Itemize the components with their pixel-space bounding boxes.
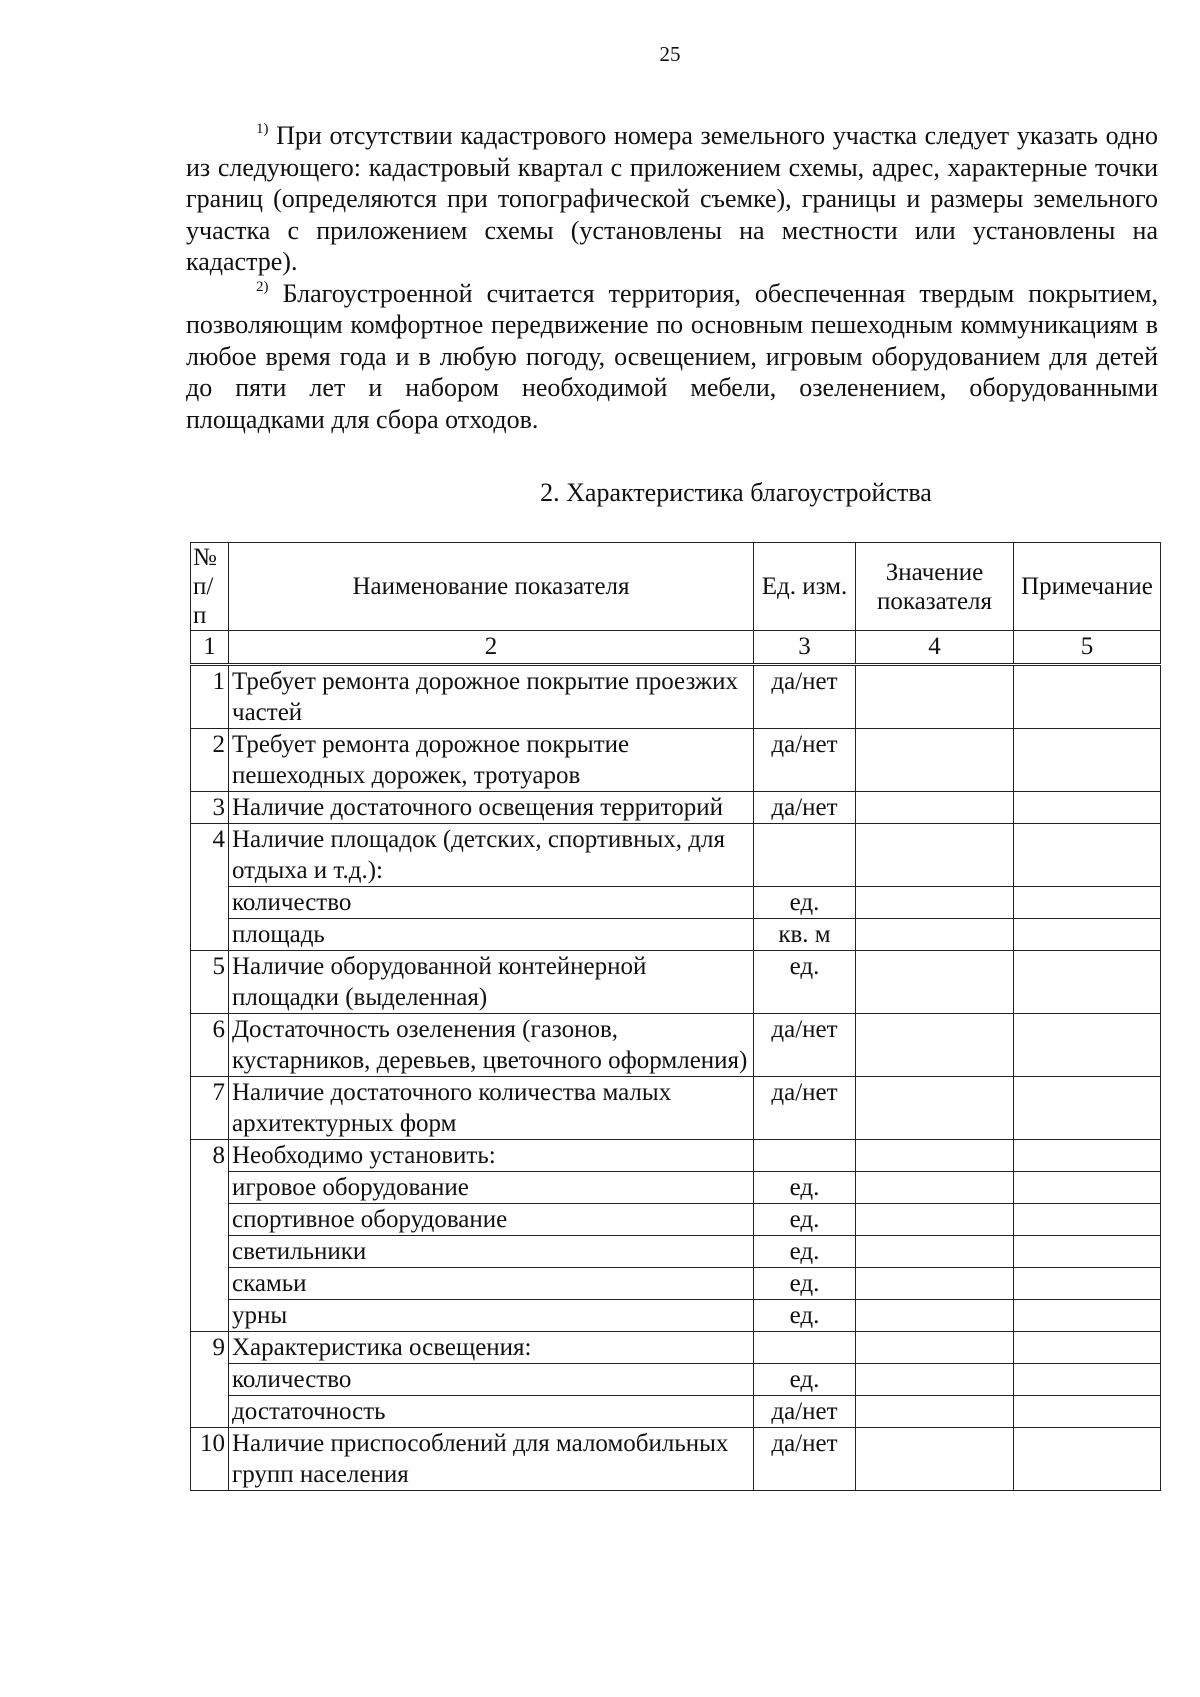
- subrow-note: [1014, 1268, 1161, 1300]
- subrow-name: игровое оборудование: [229, 1172, 754, 1204]
- section-title: 2. Характеристика благоустройства: [540, 478, 932, 507]
- table-row: [191, 729, 1161, 792]
- subrow-unit: да/нет: [754, 1396, 856, 1428]
- row-name: Характеристика освещения:: [229, 1332, 754, 1364]
- subrow-unit: ед.: [754, 1204, 856, 1236]
- subrow-value: [856, 887, 1014, 919]
- table-row: [191, 665, 1161, 729]
- subrow-name: светильники: [229, 1236, 754, 1268]
- table-body: [191, 631, 1161, 1491]
- subrow-value: [856, 1172, 1014, 1204]
- row-value: [856, 1014, 1014, 1077]
- subrow-unit: ед.: [754, 887, 856, 919]
- table-row: [191, 1014, 1161, 1077]
- row-number: 4: [191, 824, 229, 951]
- column-number: 4: [856, 631, 1014, 665]
- row-value: [856, 1077, 1014, 1140]
- table-row: [191, 1428, 1161, 1491]
- subrow-name: скамьи: [229, 1268, 754, 1300]
- row-unit: да/нет: [754, 1428, 856, 1491]
- subrow-name: спортивное оборудование: [229, 1204, 754, 1236]
- subrow-unit: ед.: [754, 1364, 856, 1396]
- row-name: Наличие площадок (детских, спортивных, для отдыха и т.д.):: [229, 824, 754, 887]
- footnote-text: Благоустроенной считается территория, обеспеченная твердым покрытием, позволяющим комфортное передвижение по основным пешеходным коммуникациям в любое время года и в любую погоду, освещением, игровым оборудованием для детей до пяти лет и набором необходимой мебели, озеленением, оборудованными площадками для сбора отходов.: [186, 278, 1159, 434]
- footnote-1: [186, 120, 1158, 278]
- subrow-value: [856, 1268, 1014, 1300]
- table-row: [191, 1332, 1161, 1364]
- row-number: 10: [191, 1428, 229, 1491]
- column-number: 3: [754, 631, 856, 665]
- footnote-text: При отсутствии кадастрового номера земельного участка следует указать одно из следующего: кадастровый квартал с приложением схемы, адрес, характерные точки границ (определяются при топографической съемке), границы и размеры земельного участка с приложением схемы (установлены на местности или установлены на кадастре).: [186, 121, 1159, 276]
- subrow-note: [1014, 1300, 1161, 1332]
- subrow-note: [1014, 1396, 1161, 1428]
- row-name: Достаточность озеленения (газонов, кустарников, деревьев, цветочного оформления): [229, 1014, 754, 1077]
- row-unit: да/нет: [754, 1077, 856, 1140]
- subrow-note: [1014, 1204, 1161, 1236]
- subrow-unit: ед.: [754, 1300, 856, 1332]
- column-number: 5: [1014, 631, 1161, 665]
- subrow-note: [1014, 1172, 1161, 1204]
- column-numbers-row: [191, 631, 1161, 665]
- row-value: [856, 824, 1014, 887]
- table-row: [191, 951, 1161, 1014]
- subrow-unit: ед.: [754, 1172, 856, 1204]
- row-unit: да/нет: [754, 792, 856, 824]
- subrow-note: [1014, 887, 1161, 919]
- subrow-value: [856, 1364, 1014, 1396]
- page-number: 25: [659, 42, 681, 66]
- table-header-row: [191, 543, 1161, 631]
- row-note: [1014, 824, 1161, 887]
- footnotes: [186, 120, 1158, 435]
- column-number: 2: [229, 631, 754, 665]
- row-note: [1014, 729, 1161, 792]
- row-value: [856, 951, 1014, 1014]
- subrow-value: [856, 1396, 1014, 1428]
- column-number: 1: [191, 631, 229, 665]
- header-unit: Ед. изм.: [754, 543, 856, 631]
- header-number: № п/п: [191, 543, 229, 631]
- subrow-value: [856, 1300, 1014, 1332]
- row-value: [856, 1332, 1014, 1364]
- table-subrow: [191, 1300, 1161, 1332]
- row-unit: [754, 1140, 856, 1172]
- characteristics-table: [190, 542, 1161, 1491]
- row-unit: [754, 824, 856, 887]
- table-subrow: [191, 1172, 1161, 1204]
- row-name: Требует ремонта дорожное покрытие пешеходных дорожек, тротуаров: [229, 729, 754, 792]
- row-unit: да/нет: [754, 1014, 856, 1077]
- row-unit: да/нет: [754, 729, 856, 792]
- table-row: [191, 792, 1161, 824]
- subrow-unit: ед.: [754, 1268, 856, 1300]
- subrow-note: [1014, 1236, 1161, 1268]
- subrow-name: урны: [229, 1300, 754, 1332]
- subrow-unit: кв. м: [754, 919, 856, 951]
- subrow-value: [856, 1204, 1014, 1236]
- table-subrow: [191, 887, 1161, 919]
- subrow-value: [856, 919, 1014, 951]
- row-note: [1014, 1332, 1161, 1364]
- row-note: [1014, 1140, 1161, 1172]
- row-number: 1: [191, 665, 229, 729]
- row-number: 6: [191, 1014, 229, 1077]
- footnote-mark: 1): [256, 121, 269, 137]
- row-number: 9: [191, 1332, 229, 1428]
- row-value: [856, 792, 1014, 824]
- row-number: 3: [191, 792, 229, 824]
- header-note: Примечание: [1014, 543, 1161, 631]
- row-name: Наличие достаточного освещения территорий: [229, 792, 754, 824]
- table-subrow: [191, 1268, 1161, 1300]
- row-note: [1014, 1077, 1161, 1140]
- subrow-name: количество: [229, 887, 754, 919]
- table-subrow: [191, 1396, 1161, 1428]
- row-name: Наличие оборудованной контейнерной площадки (выделенная): [229, 951, 754, 1014]
- row-note: [1014, 665, 1161, 729]
- row-value: [856, 1140, 1014, 1172]
- row-unit: ед.: [754, 951, 856, 1014]
- table-subrow: [191, 1364, 1161, 1396]
- row-number: 8: [191, 1140, 229, 1332]
- row-unit: [754, 1332, 856, 1364]
- header-value: Значение показателя: [856, 543, 1014, 631]
- table-row: [191, 1077, 1161, 1140]
- row-number: 5: [191, 951, 229, 1014]
- row-note: [1014, 951, 1161, 1014]
- row-name: Требует ремонта дорожное покрытие проезжих частей: [229, 665, 754, 729]
- row-value: [856, 1428, 1014, 1491]
- row-note: [1014, 792, 1161, 824]
- table-subrow: [191, 919, 1161, 951]
- footnote-2: [186, 278, 1158, 436]
- row-number: 2: [191, 729, 229, 792]
- row-name: Наличие приспособлений для маломобильных групп населения: [229, 1428, 754, 1491]
- footnote-mark: 2): [256, 278, 269, 295]
- row-note: [1014, 1014, 1161, 1077]
- row-note: [1014, 1428, 1161, 1491]
- table-row: [191, 824, 1161, 887]
- subrow-name: достаточность: [229, 1396, 754, 1428]
- subrow-note: [1014, 1364, 1161, 1396]
- subrow-unit: ед.: [754, 1236, 856, 1268]
- row-number: 7: [191, 1077, 229, 1140]
- subrow-name: площадь: [229, 919, 754, 951]
- table-subrow: [191, 1236, 1161, 1268]
- row-name: Наличие достаточного количества малых архитектурных форм: [229, 1077, 754, 1140]
- row-unit: да/нет: [754, 665, 856, 729]
- subrow-note: [1014, 919, 1161, 951]
- row-value: [856, 729, 1014, 792]
- table-subrow: [191, 1204, 1161, 1236]
- subrow-value: [856, 1236, 1014, 1268]
- header-name: Наименование показателя: [229, 543, 754, 631]
- subrow-name: количество: [229, 1364, 754, 1396]
- row-name: Необходимо установить:: [229, 1140, 754, 1172]
- row-value: [856, 665, 1014, 729]
- table-row: [191, 1140, 1161, 1172]
